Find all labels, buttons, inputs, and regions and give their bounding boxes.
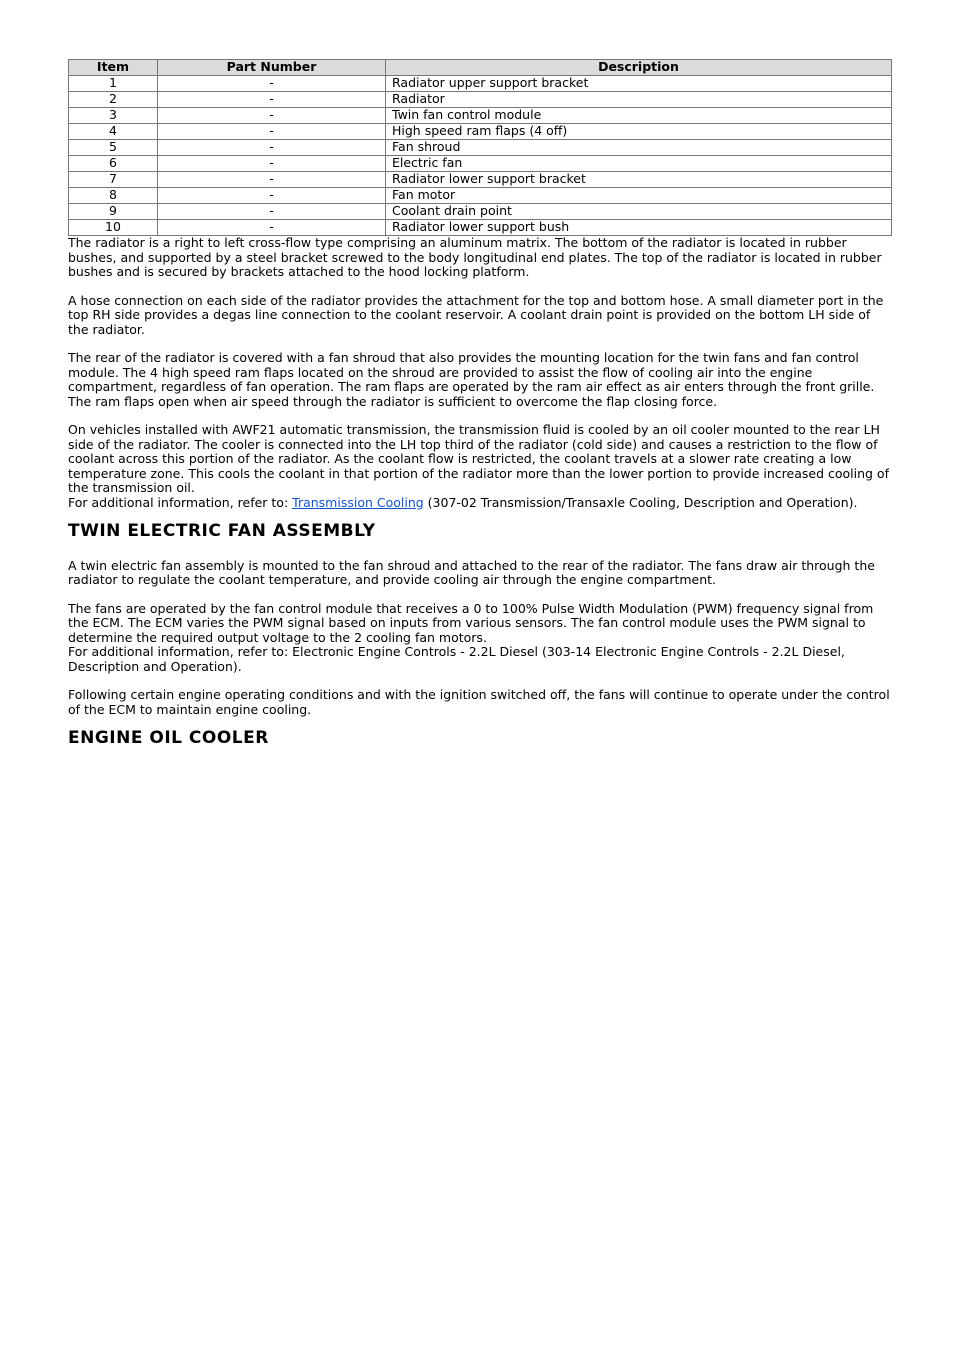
cell-part: -: [158, 92, 386, 108]
document-page: [68, 59, 892, 766]
cell-item: 5: [69, 140, 158, 156]
oil-cooler-heading: ENGINE OIL COOLER: [68, 728, 269, 748]
table-row: [69, 172, 892, 188]
table-row: [69, 108, 892, 124]
cell-item: 7: [69, 172, 158, 188]
cell-part: -: [158, 76, 386, 92]
cell-part: -: [158, 124, 386, 140]
cell-item: 3: [69, 108, 158, 124]
fan-paragraph-1: A twin electric fan assembly is mounted to the fan shroud and attached to the rear of the radiator. The fans draw air through the radiator to regulate the coolant temperature, and provide cooling air through the engine compartment.: [68, 557, 875, 587]
cell-part: -: [158, 140, 386, 156]
fan-reference: For additional information, refer to: Electronic Engine Controls - 2.2L Diesel (303-14 Electronic Engine Controls - 2.2L Diesel, Description and Operation).: [68, 644, 845, 674]
table-row: [69, 76, 892, 92]
header-part-number: Part Number: [158, 60, 386, 76]
cell-part: -: [158, 204, 386, 220]
table-row: [69, 204, 892, 220]
cell-desc: Fan motor: [386, 188, 892, 204]
cell-part: -: [158, 108, 386, 124]
cell-desc: High speed ram flaps (4 off): [386, 124, 892, 140]
cell-desc: Radiator lower support bracket: [386, 172, 892, 188]
cell-desc: Radiator upper support bracket: [386, 76, 892, 92]
cell-part: -: [158, 156, 386, 172]
radiator-paragraph-1: The radiator is a right to left cross-flow type comprising an aluminum matrix. The bottom of the radiator is located in rubber bushes, and supported by a steel bracket screwed to the body longitudinal end plates. The top of the radiator is located in rubber bushes and is secured by brackets attached to the hood locking platform.: [68, 235, 882, 279]
cell-part: -: [158, 172, 386, 188]
radiator-paragraph-3: The rear of the radiator is covered with a fan shroud that also provides the mounting location for the twin fans and fan control module. The 4 high speed ram flaps located on the shroud are provided to assist the flow of cooling air into the engine compartment, regardless of fan operation. The ram flaps are operated by the ram air effect as air enters through the front grille. The ram flaps open when air speed through the radiator is sufficient to overcome the flap closing force.: [68, 350, 875, 409]
cell-desc: Coolant drain point: [386, 204, 892, 220]
cell-desc: Twin fan control module: [386, 108, 892, 124]
cell-item: 10: [69, 220, 158, 236]
table-row: [69, 220, 892, 236]
reference-prefix: For additional information, refer to:: [68, 494, 293, 510]
transmission-cooling-link[interactable]: Transmission Cooling: [292, 494, 424, 510]
cell-desc: Radiator lower support bush: [386, 220, 892, 236]
cell-desc: Fan shroud: [386, 140, 892, 156]
fan-paragraph-3: Following certain engine operating conditions and with the ignition switched off, the fans will continue to operate under the control of the ECM to maintain engine cooling.: [68, 687, 890, 717]
cell-desc: Radiator: [386, 92, 892, 108]
cell-item: 6: [69, 156, 158, 172]
fan-section-heading: TWIN ELECTRIC FAN ASSEMBLY: [68, 521, 376, 541]
radiator-reference: [68, 496, 892, 511]
radiator-section: [68, 236, 892, 746]
table-row: [69, 92, 892, 108]
radiator-paragraph-4: On vehicles installed with AWF21 automatic transmission, the transmission fluid is cooled by an oil cooler mounted to the rear LH side of the radiator. The cooler is connected into the LH top third of the radiator (cold side) and causes a restriction to the flow of coolant across this portion of the radiator. As the coolant flow is restricted, the coolant travels at a slower rate creating a low temperature zone. This cools the coolant in that portion of the radiator more than the lower portion to provide increased cooling of the transmission oil.: [68, 422, 889, 495]
parts-table: [68, 59, 892, 236]
reference-suffix: (307-02 Transmission/Transaxle Cooling, Description and Operation).: [423, 494, 858, 510]
cell-item: 4: [69, 124, 158, 140]
table-row: [69, 140, 892, 156]
cell-part: -: [158, 220, 386, 236]
table-row: [69, 188, 892, 204]
cell-item: 2: [69, 92, 158, 108]
fan-paragraph-2: The fans are operated by the fan control module that receives a 0 to 100% Pulse Width Modulation (PWM) frequency signal from the ECM. The ECM varies the PWM signal based on inputs from various sensors. The fan control module uses the PWM signal to determine the required output voltage to the 2 cooling fan motors.: [68, 600, 874, 645]
header-description: Description: [386, 60, 892, 76]
cell-item: 1: [69, 76, 158, 92]
table-row: [69, 124, 892, 140]
cell-desc: Electric fan: [386, 156, 892, 172]
cell-part: -: [158, 188, 386, 204]
cell-item: 8: [69, 188, 158, 204]
radiator-paragraph-2: A hose connection on each side of the radiator provides the attachment for the top and bottom hose. A small diameter port in the top RH side provides a degas line connection to the coolant reservoir. A coolant drain point is provided on the bottom LH side of the radiator.: [68, 292, 884, 337]
table-header-row: [69, 60, 892, 76]
table-row: [69, 156, 892, 172]
header-item: Item: [69, 60, 158, 76]
cell-item: 9: [69, 204, 158, 220]
